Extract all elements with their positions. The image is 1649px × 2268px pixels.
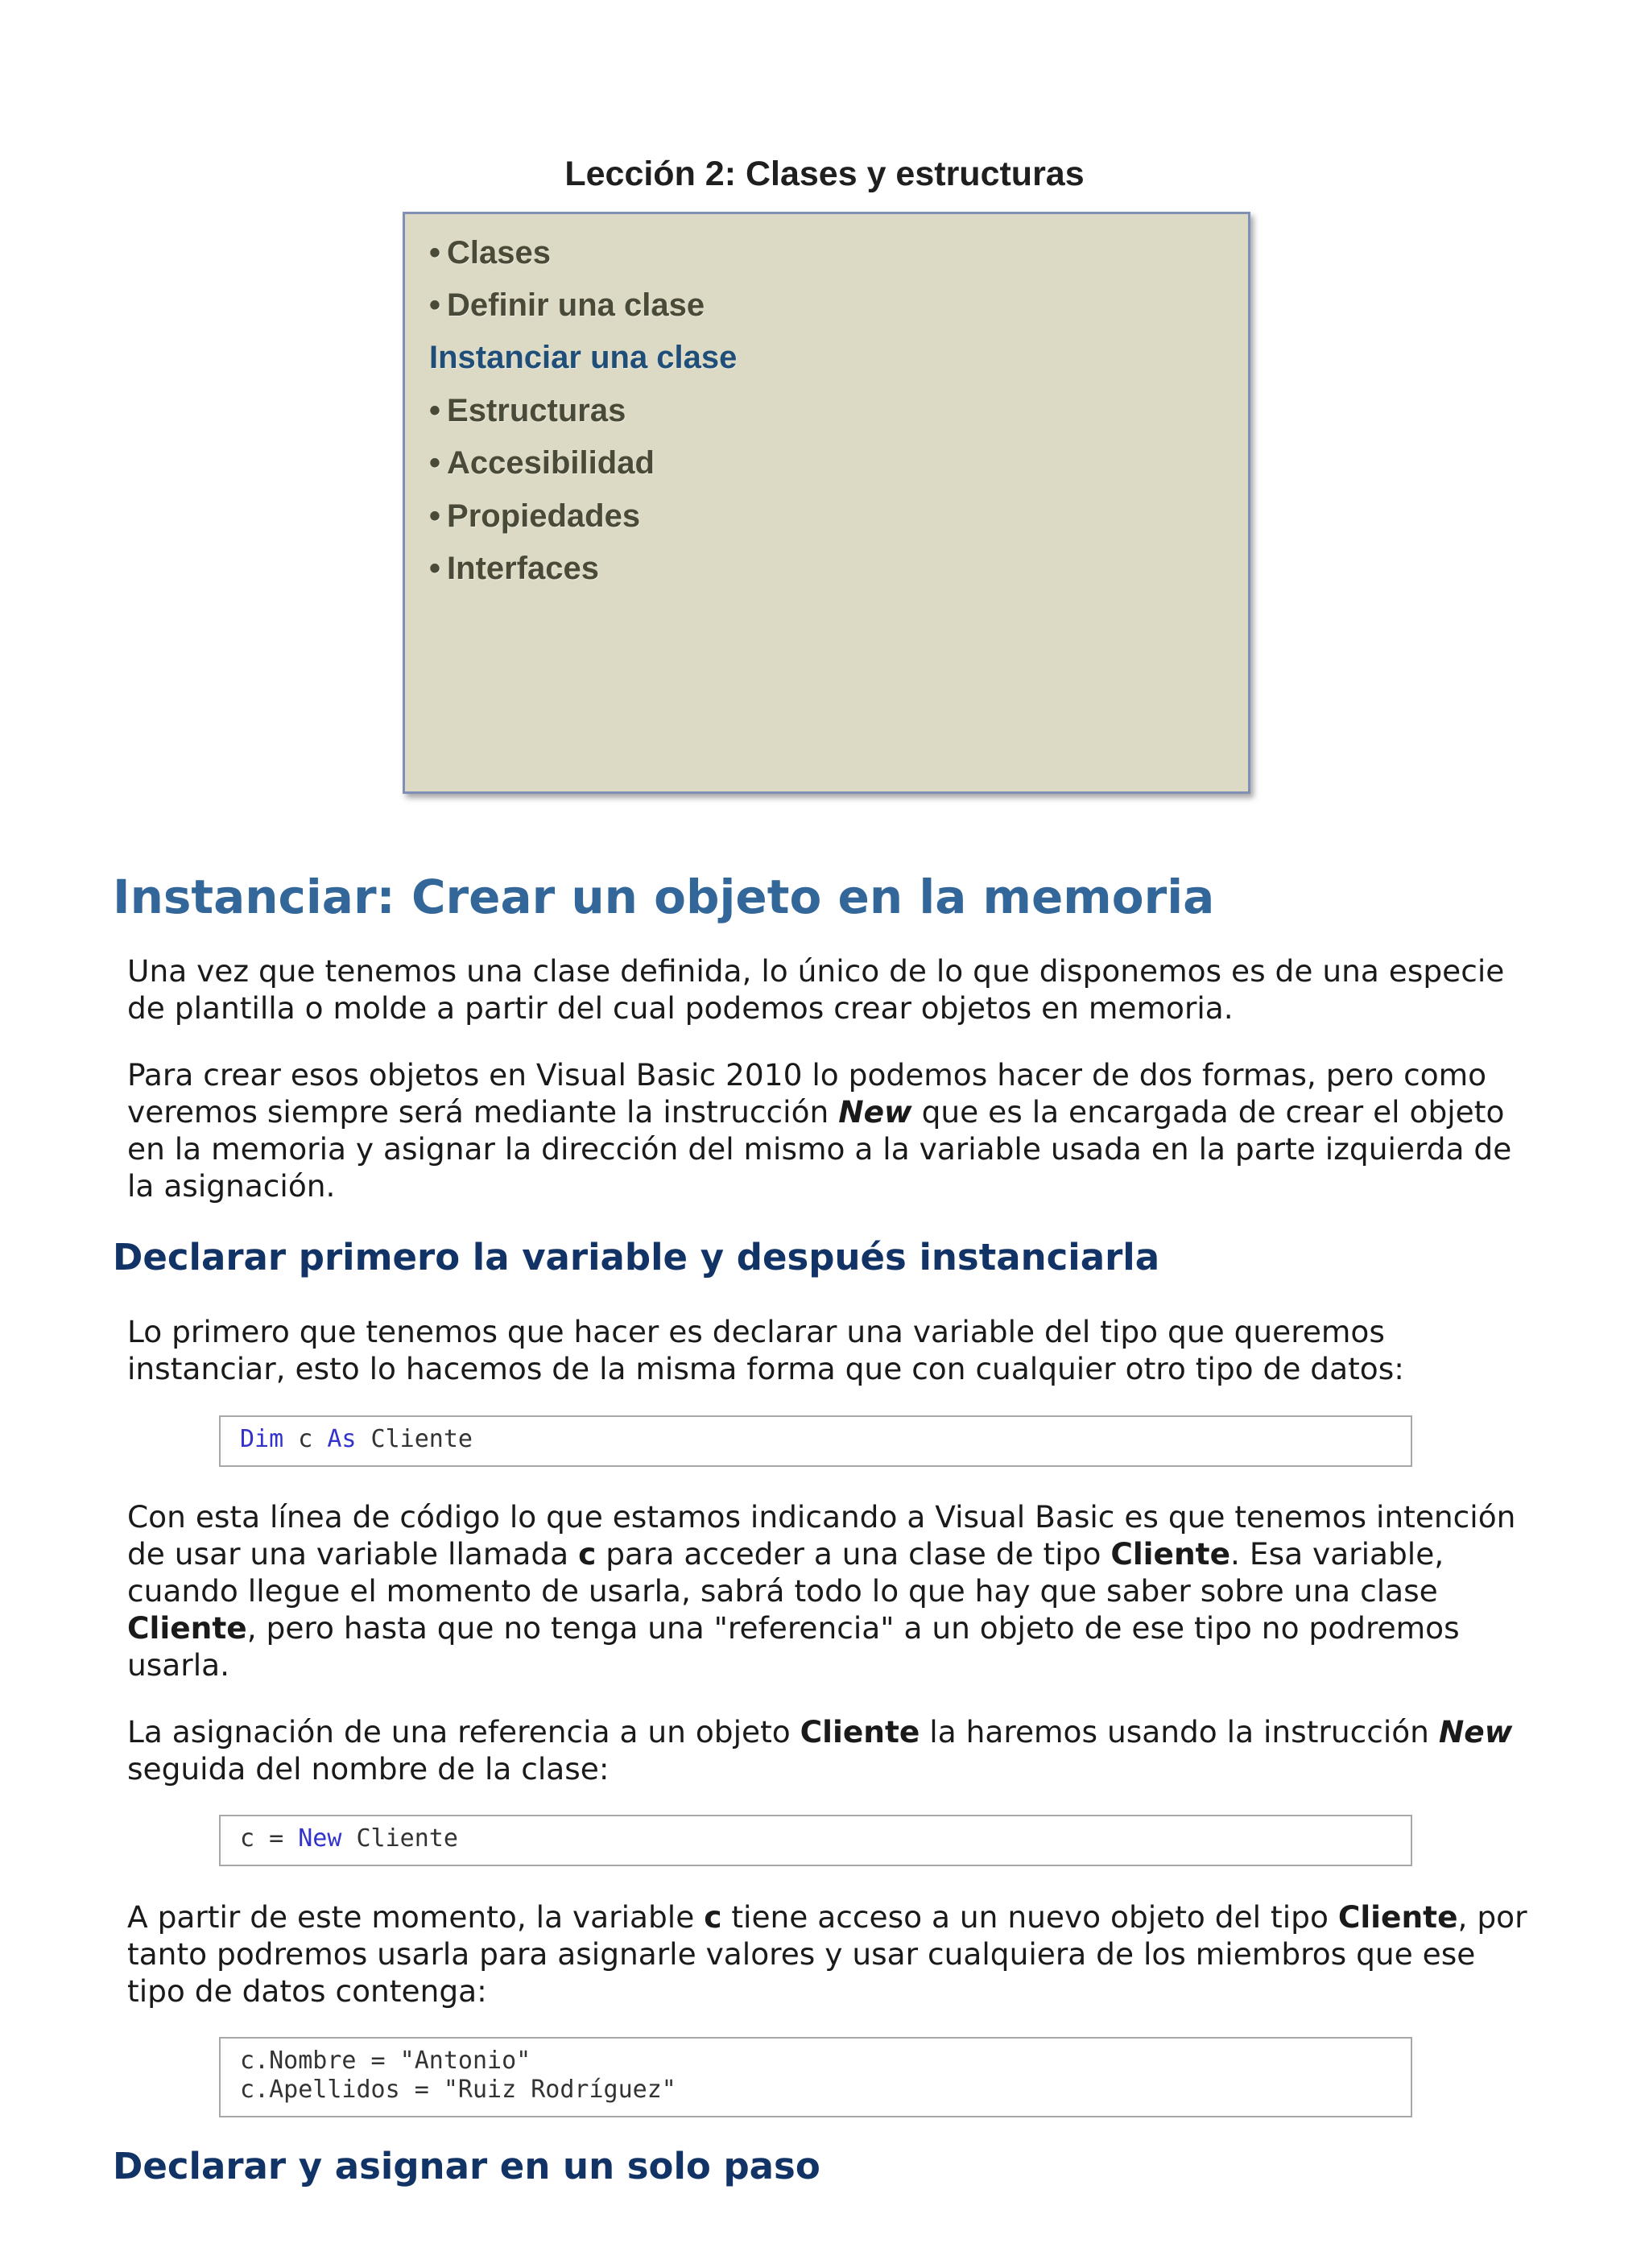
new-instruction-paragraph	[127, 1056, 1528, 1204]
page-title: Instanciar: Crear un objeto en la memoria	[113, 870, 1215, 924]
text-run: Para crear esos objetos en Visual Basic 2010 lo podemos hacer de dos formas, pero como veremos siempre será mediante la instrucción	[127, 1057, 1487, 1130]
lesson-item-label: Definir una clase	[447, 287, 705, 323]
lesson-item-label: Propiedades	[447, 498, 641, 534]
text-run: La asignación de una referencia a un objeto	[127, 1714, 800, 1750]
section-heading-un-solo-paso: Declarar y asignar en un solo paso	[113, 2145, 820, 2187]
bold-cliente: Cliente	[127, 1610, 247, 1646]
bold-cliente: Cliente	[800, 1714, 920, 1750]
bullet-icon: •	[429, 551, 441, 586]
text-run: . Esa variable, cuando llegue el momento de usarla, sabrá todo lo que hay que saber sobre una clase	[127, 1536, 1444, 1609]
lesson-item-label: Accesibilidad	[447, 445, 655, 481]
code-text: Cliente	[356, 1425, 473, 1453]
bullet-icon: •	[429, 445, 441, 481]
code-keyword: Dim	[240, 1425, 284, 1453]
code-block-new	[219, 1815, 1412, 1866]
declare-paragraph: Lo primero que tenemos que hacer es declarar una variable del tipo que queremos instanciar, esto lo hacemos de la misma forma que con cualquier otro tipo de datos:	[127, 1314, 1404, 1386]
bullet-icon: •	[429, 235, 441, 271]
bullet-icon: •	[429, 287, 441, 323]
bold-cliente: Cliente	[1337, 1899, 1458, 1935]
lesson-outline-box	[403, 212, 1250, 794]
text-run: A partir de este momento, la variable	[127, 1899, 705, 1935]
code-line: c.Apellidos = "Ruiz Rodríguez"	[240, 2076, 676, 2104]
text-run: la haremos usando la instrucción	[920, 1714, 1439, 1750]
lesson-item-definir	[429, 287, 705, 324]
code-text: c =	[240, 1824, 299, 1853]
bold-cliente: Cliente	[1110, 1536, 1231, 1572]
lesson-item-clases	[429, 235, 551, 271]
lesson-item-instanciar-current	[429, 340, 737, 376]
lesson-item-label: Estructuras	[447, 393, 626, 428]
code-block-properties	[219, 2037, 1412, 2117]
lesson-item-label: Interfaces	[447, 551, 599, 586]
keyword-new: New	[838, 1094, 912, 1130]
lesson-item-interfaces	[429, 551, 599, 587]
text-run: seguida del nombre de la clase:	[127, 1751, 610, 1787]
bullet-icon: •	[429, 393, 441, 428]
text-run: tiene acceso a un nuevo objeto del tipo	[721, 1899, 1338, 1935]
text-run: que es la encargada de crear el objeto en la memoria y asignar la dirección del mismo a la variable usada en la parte izquierda de la asignación.	[127, 1094, 1512, 1204]
bullet-icon: •	[429, 498, 441, 534]
lesson-item-propiedades	[429, 498, 640, 535]
code-text: c	[283, 1425, 328, 1453]
code-keyword: New	[298, 1824, 342, 1853]
code-keyword: As	[327, 1425, 357, 1453]
assignment-paragraph	[127, 1713, 1528, 1787]
explanation-paragraph	[127, 1498, 1528, 1683]
lesson-item-label: Instanciar una clase	[429, 340, 738, 375]
code-line: c.Nombre = "Antonio"	[240, 2047, 531, 2075]
intro-paragraph: Una vez que tenemos una clase definida, lo único de lo que disponemos es de una especie de plantilla o molde a partir del cual podemos crear objetos en memoria.	[127, 953, 1505, 1026]
lesson-title: Lección 2: Clases y estructuras	[564, 155, 1085, 193]
code-text: Cliente	[341, 1824, 458, 1853]
text-run: , pero hasta que no tenga una "referencia" a un objeto de ese tipo no podremos usarla.	[127, 1610, 1460, 1683]
bold-var-c: c	[578, 1536, 597, 1572]
keyword-new: New	[1438, 1714, 1513, 1750]
text-run: Con esta línea de código lo que estamos indicando a Visual Basic es que tenemos intención de usar una variable llamada	[127, 1499, 1516, 1572]
lesson-item-accesibilidad	[429, 445, 655, 481]
text-run: para acceder a una clase de tipo	[596, 1536, 1111, 1572]
text-run: , por tanto podremos usarla para asignarle valores y usar cualquiera de los miembros que ese tipo de datos contenga:	[127, 1899, 1527, 2009]
bold-var-c: c	[704, 1899, 722, 1935]
lesson-item-estructuras	[429, 393, 626, 429]
access-paragraph	[127, 1898, 1528, 2010]
section-heading-declarar-primero: Declarar primero la variable y después instanciarla	[113, 1236, 1160, 1279]
code-block-dim	[219, 1415, 1412, 1467]
lesson-item-label: Clases	[447, 235, 551, 271]
